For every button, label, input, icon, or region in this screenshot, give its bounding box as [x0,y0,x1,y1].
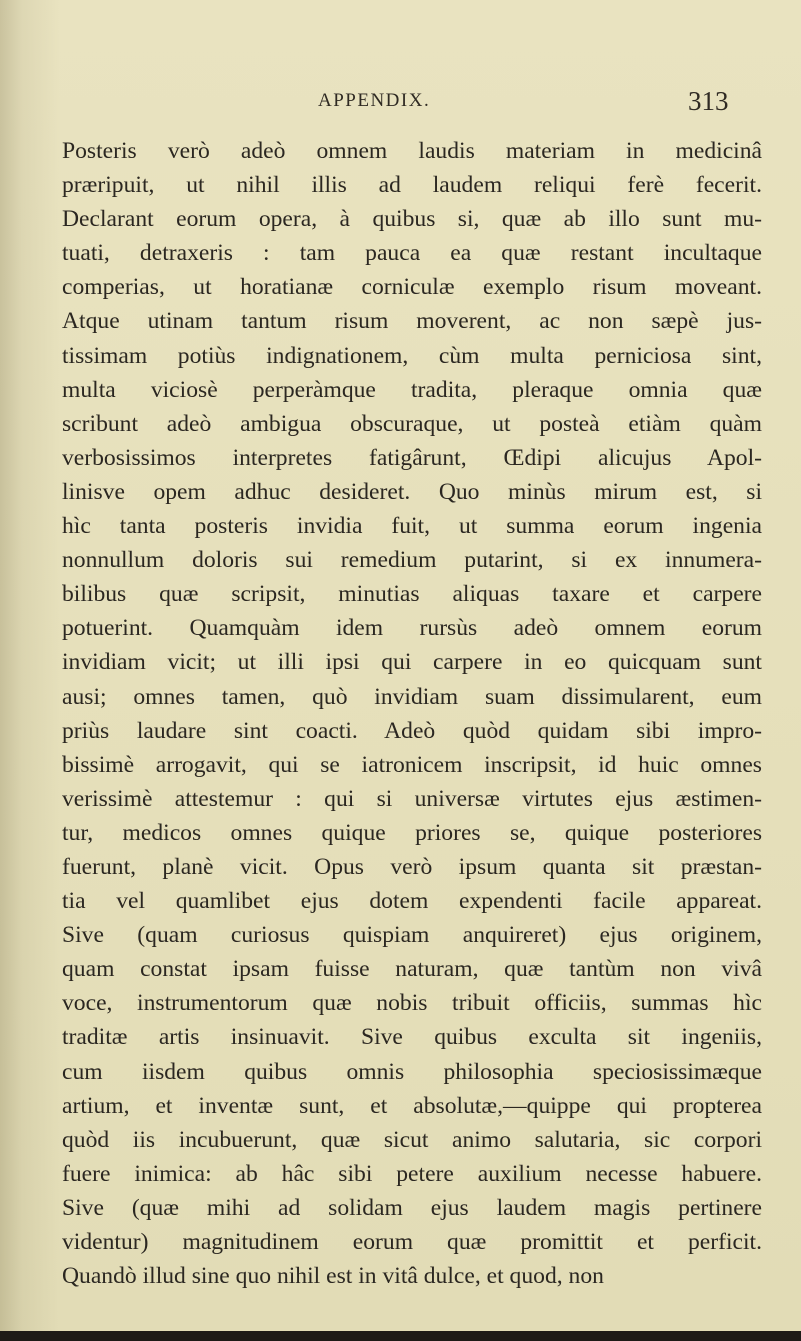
text-line: tur, medicos omnes quique priores se, quique posteriores [62,819,762,846]
text-line: verissimè attestemur : qui si universæ virtutes ejus æstimen- [62,785,762,812]
text-line: artium, et inventæ sunt, et absolutæ,—quippe qui propterea [62,1092,762,1119]
text-line: traditæ artis insinuavit. Sive quibus exculta sit ingeniis, [62,1024,762,1051]
text-line: comperias, ut horatianæ corniculæ exemplo risum moveant. [62,274,762,301]
text-line: scribunt adeò ambigua obscuraque, ut posteà etiàm quàm [62,410,762,437]
text-line: Quandò illud sine quo nihil est in vitâ dulce, et quod, non [62,1263,604,1290]
text-line: tissimam potiùs indignationem, cùm multa perniciosa sint, [62,342,762,369]
text-line: præripuit, ut nihil illis ad laudem reliqui ferè fecerit. [62,172,762,199]
text-line: multa viciosè perperàmque tradita, pleraque omnia quæ [62,376,762,403]
text-line: fuere inimica: ab hâc sibi petere auxilium necesse habuere. [62,1160,762,1187]
text-line: fuerunt, planè vicit. Opus verò ipsum quanta sit præstan- [62,853,762,880]
text-line: potuerint. Quamquàm idem rursùs adeò omnem eorum [62,615,762,642]
text-line: linisve opem adhuc desideret. Quo minùs mirum est, si [62,478,762,505]
text-line: cum iisdem quibus omnis philosophia speciosissimæque [62,1058,762,1085]
text-line: Posteris verò adeò omnem laudis materiam in medicinâ [62,138,762,164]
text-line: hìc tanta posteris invidia fuit, ut summa eorum ingenia [62,513,762,540]
text-line: voce, instrumentorum quæ nobis tribuit officiis, summas hìc [62,990,762,1017]
text-line: Declarant eorum opera, à quibus si, quæ ab illo sunt mu- [62,206,762,233]
text-line: bilibus quæ scripsit, minutias aliquas taxare et carpere [62,581,762,608]
body-text [62,134,762,1293]
text-line: quam constat ipsam fuisse naturam, quæ tantùm non vivâ [62,956,762,983]
text-line: quòd iis incubuerunt, quæ sicut animo salutaria, sic corpori [62,1126,762,1153]
running-title: APPENDIX. [318,90,431,111]
text-line: priùs laudare sint coacti. Adeò quòd quidam sibi impro- [62,717,762,744]
text-line: verbosissimos interpretes fatigârunt, Œdipi alicujus Apol- [62,444,762,471]
text-line: bissimè arrogavit, qui se iatronicem inscripsit, id huic omnes [62,751,762,778]
text-line: videntur) magnitudinem eorum quæ promittit et perficit. [62,1229,762,1255]
text-line: ausi; omnes tamen, quò invidiam suam dissimularent, eum [62,683,762,710]
bottom-edge-rule [0,1331,801,1341]
text-line: tuati, detraxeris : tam pauca ea quæ restant incultaque [62,240,762,267]
page-number: 313 [688,86,729,116]
text-line: nonnullum doloris sui remedium putarint, si ex innumera- [62,547,762,574]
text-line: Atque utinam tantum risum moverent, ac non sæpè jus- [62,308,762,335]
text-line: Sive (quam curiosus quispiam anquireret) ejus originem, [62,922,762,949]
running-head [0,86,801,126]
text-line: Sive (quæ mihi ad solidam ejus laudem magis pertinere [62,1194,762,1221]
text-line: tia vel quamlibet ejus dotem expendenti facile appareat. [62,888,762,915]
text-line: invidiam vicit; ut illi ipsi qui carpere in eo quicquam sunt [62,649,762,676]
